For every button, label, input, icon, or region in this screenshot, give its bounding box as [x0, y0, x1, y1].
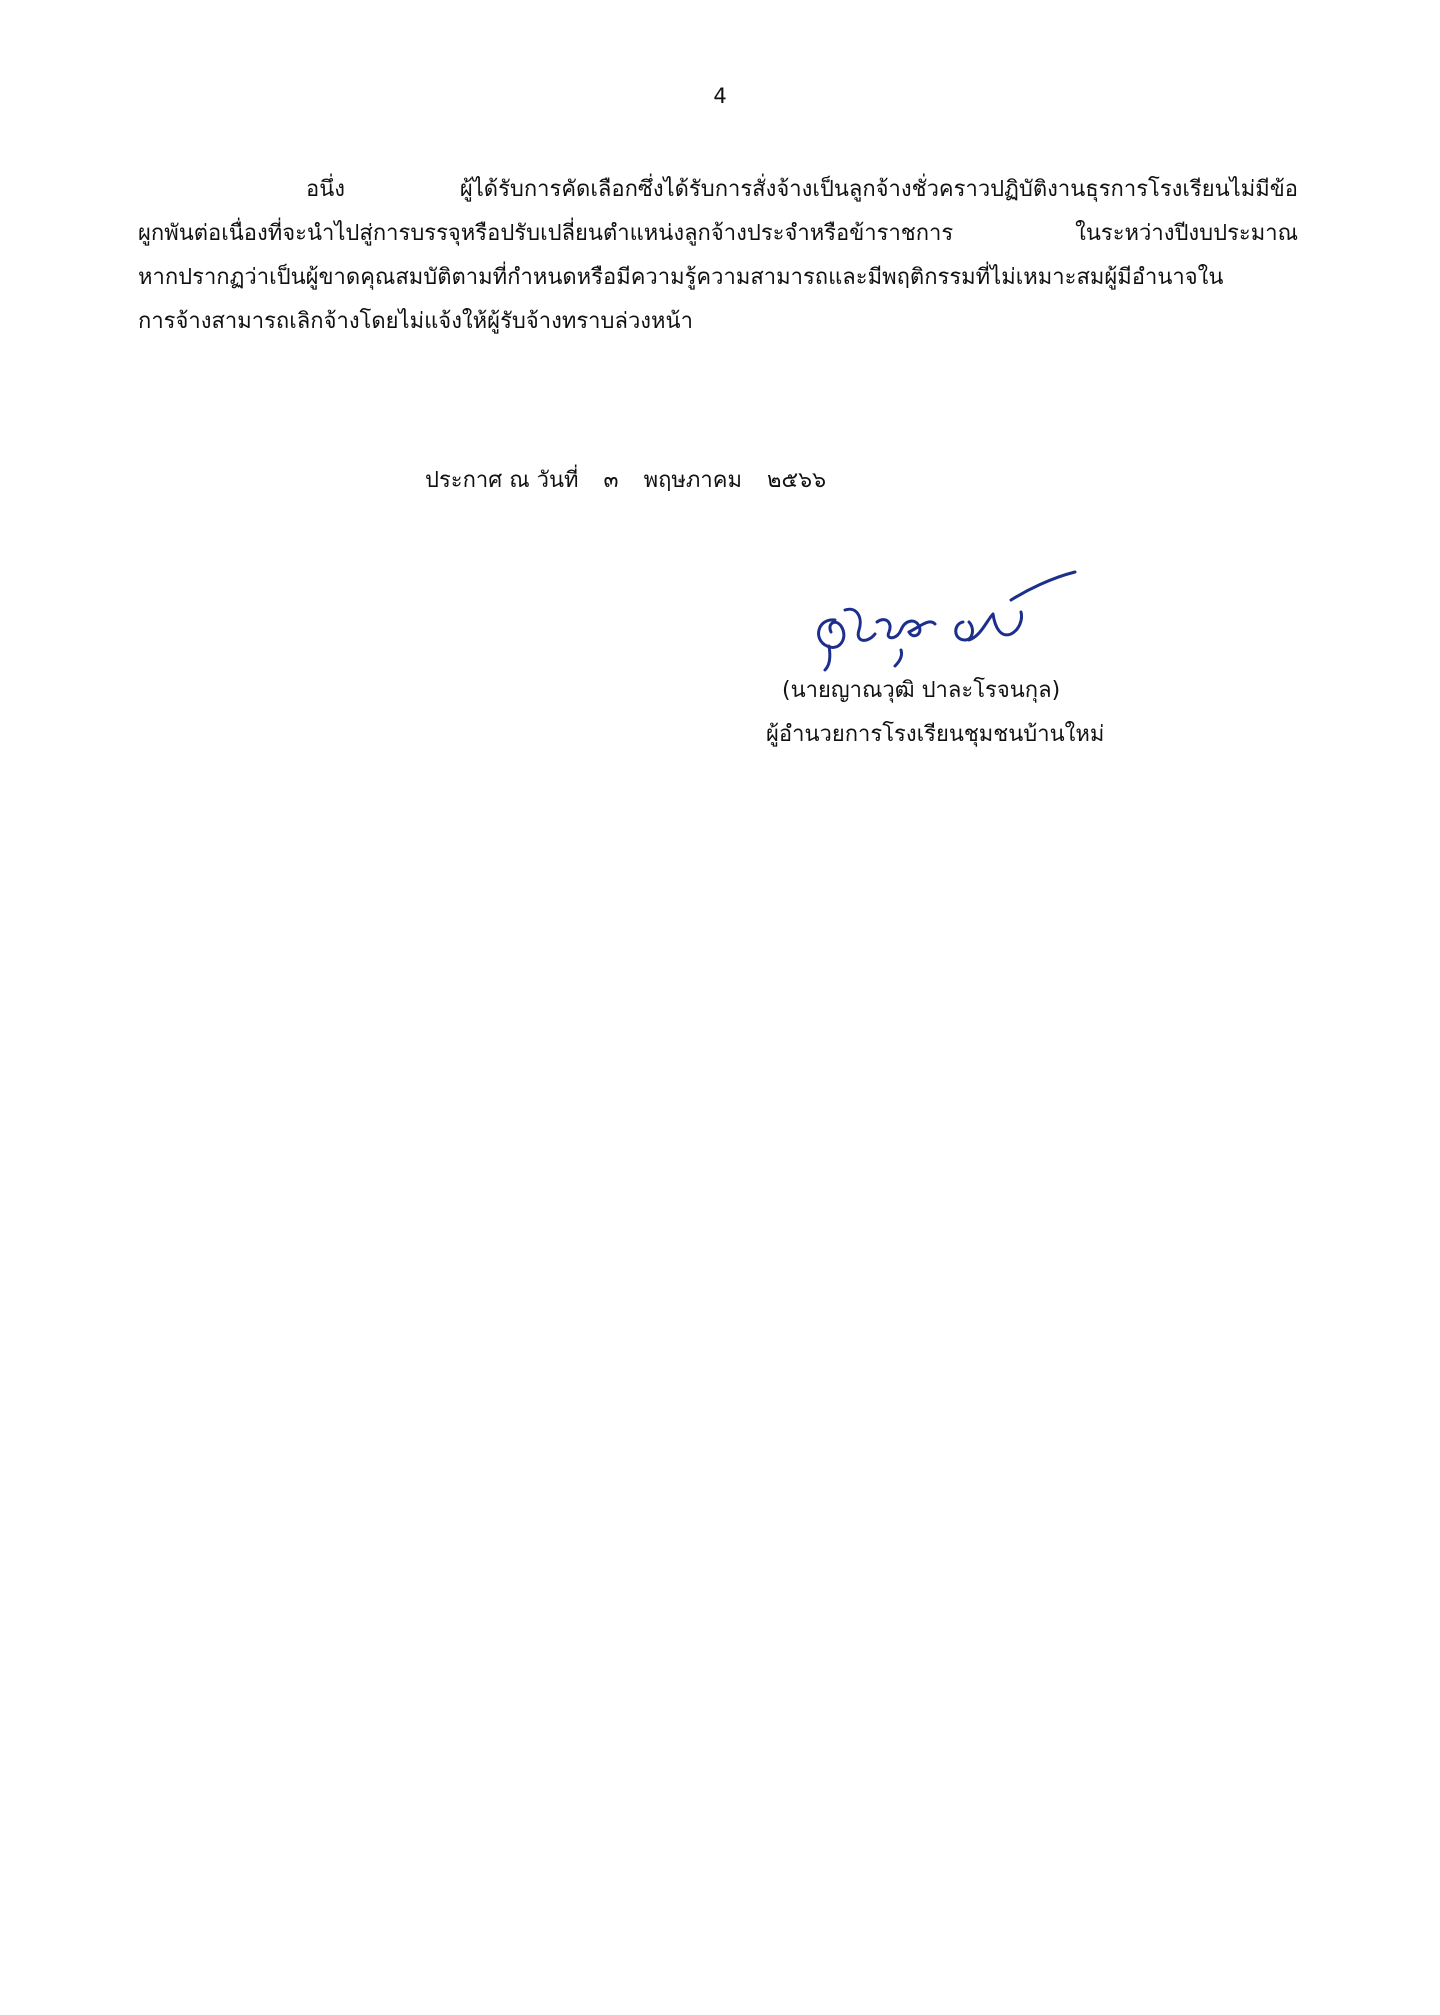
paragraph-line: อนึ่ง ผู้ได้รับการคัดเลือกซึ่งได้รับการสั่งจ้างเป็นลูกจ้างชั่วคราวปฏิบัติงานธุรการโรงเรียนไม่มีข้อ	[306, 177, 1298, 202]
announcement-day: ๓	[603, 468, 619, 493]
handwritten-signature	[805, 560, 1090, 675]
signer-title: ผู้อำนวยการโรงเรียนชุมชนบ้านใหม่	[766, 722, 1105, 747]
paragraph-line: หากปรากฏว่าเป็นผู้ขาดคุณสมบัติตามที่กำหนดหรือมีความรู้ความสามารถและมีพฤติกรรมที่ไม่เหมาะสมผู้มีอำนาจใน	[138, 265, 1224, 290]
page-number: 4	[713, 84, 727, 108]
signer-name: (นายญาณวุฒิ ปาละโรจนกุล)	[782, 678, 1061, 703]
paragraph-line: การจ้างสามารถเลิกจ้างโดยไม่แจ้งให้ผู้รับจ้างทราบล่วงหน้า	[138, 309, 693, 334]
announcement-month: พฤษภาคม	[643, 468, 742, 493]
announcement-year: ๒๕๖๖	[766, 468, 827, 493]
announcement-prefix: ประกาศ ณ วันที่	[425, 468, 579, 493]
paragraph-line: ผูกพันต่อเนื่องที่จะนำไปสู่การบรรจุหรือปรับเปลี่ยนตำแหน่งลูกจ้างประจำหรือข้าราชการ ในระหว่างปีงบประมาณ	[138, 221, 1298, 246]
announcement-date	[425, 462, 844, 497]
body-paragraph	[138, 168, 1298, 344]
